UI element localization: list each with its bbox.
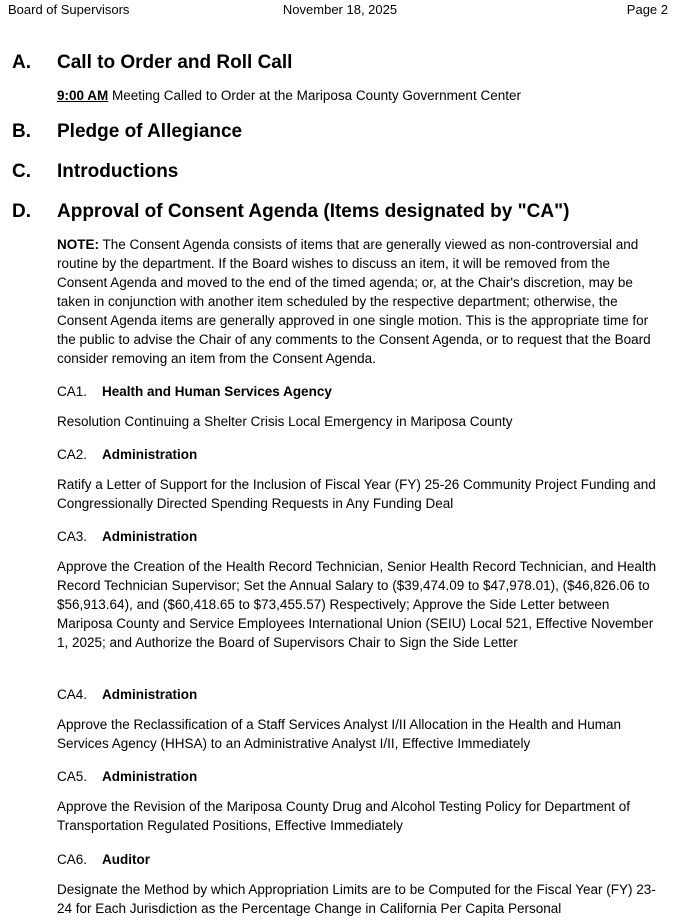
section-letter: B. [12,121,31,142]
consent-item-department: Administration [102,447,198,462]
section-title: Pledge of Allegiance [57,121,243,142]
consent-item-ca5-heading [57,767,197,786]
consent-item-ca2-description: Ratify a Letter of Support for the Inclusion of Fiscal Year (FY) 25-26 Community Project Funding and Congressionally Directed Spending Requests in Any Funding Deal [57,477,656,511]
consent-item-ca4-description: Approve the Reclassification of a Staff Services Analyst I/II Allocation in the Health and Human Services Agency (HHSA) to an Administrative Analyst I/II, Effective Immediately [57,717,622,751]
section-title: Call to Order and Roll Call [57,52,293,73]
consent-item-ca1-heading [57,382,332,401]
consent-item-department: Administration [102,529,198,544]
consent-item-ca2-heading [57,445,197,464]
page-header [8,2,672,20]
consent-item-number: CA1. [57,384,88,399]
consent-item-ca4-heading [57,685,197,704]
consent-item-number: CA5. [57,769,88,784]
consent-agenda-note [57,235,660,368]
call-to-order-text: Meeting Called to Order at the Mariposa County Government Center [108,88,521,103]
section-letter: D. [12,201,31,222]
header-board-name: Board of Supervisors [8,2,130,17]
consent-item-ca3-heading [57,527,197,546]
header-date: November 18, 2025 [282,2,398,17]
consent-item-department: Auditor [102,852,150,867]
consent-item-ca3-description: Approve the Creation of the Health Record Technician, Senior Health Record Technician, and Health Record Technician Supervisor; Set the Annual Salary to ($39,474.09 to $47,978.01), ($46,826.06 to $56,913.64), and ($60,418.65 to $73,455.57) Respectively; Approve the Side Letter between Mariposa County and Service Employees International Union (SEIU) Local 521, Effective November 1, 2025; and Authorize the Board of Supervisors Chair to Sign the Side Letter [57,559,657,650]
consent-item-ca1-description: Resolution Continuing a Shelter Crisis Local Emergency in Mariposa County [57,414,513,429]
header-page-number: Page 2 [626,2,668,17]
consent-item-ca6-heading [57,850,150,869]
consent-item-number: CA2. [57,447,88,462]
consent-item-department: Health and Human Services Agency [102,384,332,399]
consent-item-number: CA4. [57,687,88,702]
consent-item-department: Administration [102,769,198,784]
call-to-order-time: 9:00 AM [57,88,109,103]
consent-item-ca5-description: Approve the Revision of the Mariposa County Drug and Alcohol Testing Policy for Department of Transportation Regulated Positions, Effective Immediately [57,799,631,833]
consent-item-ca6-description: Designate the Method by which Appropriation Limits are to be Computed for the Fiscal Year (FY) 23-24 for Each Jurisdiction as the Percentage Change in California Per Capita Personal [57,882,656,916]
consent-item-number: CA6. [57,852,88,867]
note-label: NOTE: [57,237,99,252]
note-text: The Consent Agenda consists of items that are generally viewed as non-controversial and routine by the department. If the Board wishes to discuss an item, it will be removed from the Consent Agenda and moved to the end of the timed agenda; or, at the Chair's discretion, may be taken in conjunction with another item scheduled by the respective department; otherwise, the Consent Agenda items are generally approved in one single motion. This is the appropriate time for the public to advise the Chair of any comments to the Consent Agenda, or to request that the Board consider removing an item from the Consent Agenda. [57,237,651,366]
consent-item-number: CA3. [57,529,88,544]
section-title: Approval of Consent Agenda (Items designated by "CA") [57,201,570,222]
section-letter: C. [12,161,31,182]
consent-item-department: Administration [102,687,198,702]
section-letter: A. [12,52,31,73]
section-title: Introductions [57,161,179,182]
call-to-order-line [57,86,660,105]
